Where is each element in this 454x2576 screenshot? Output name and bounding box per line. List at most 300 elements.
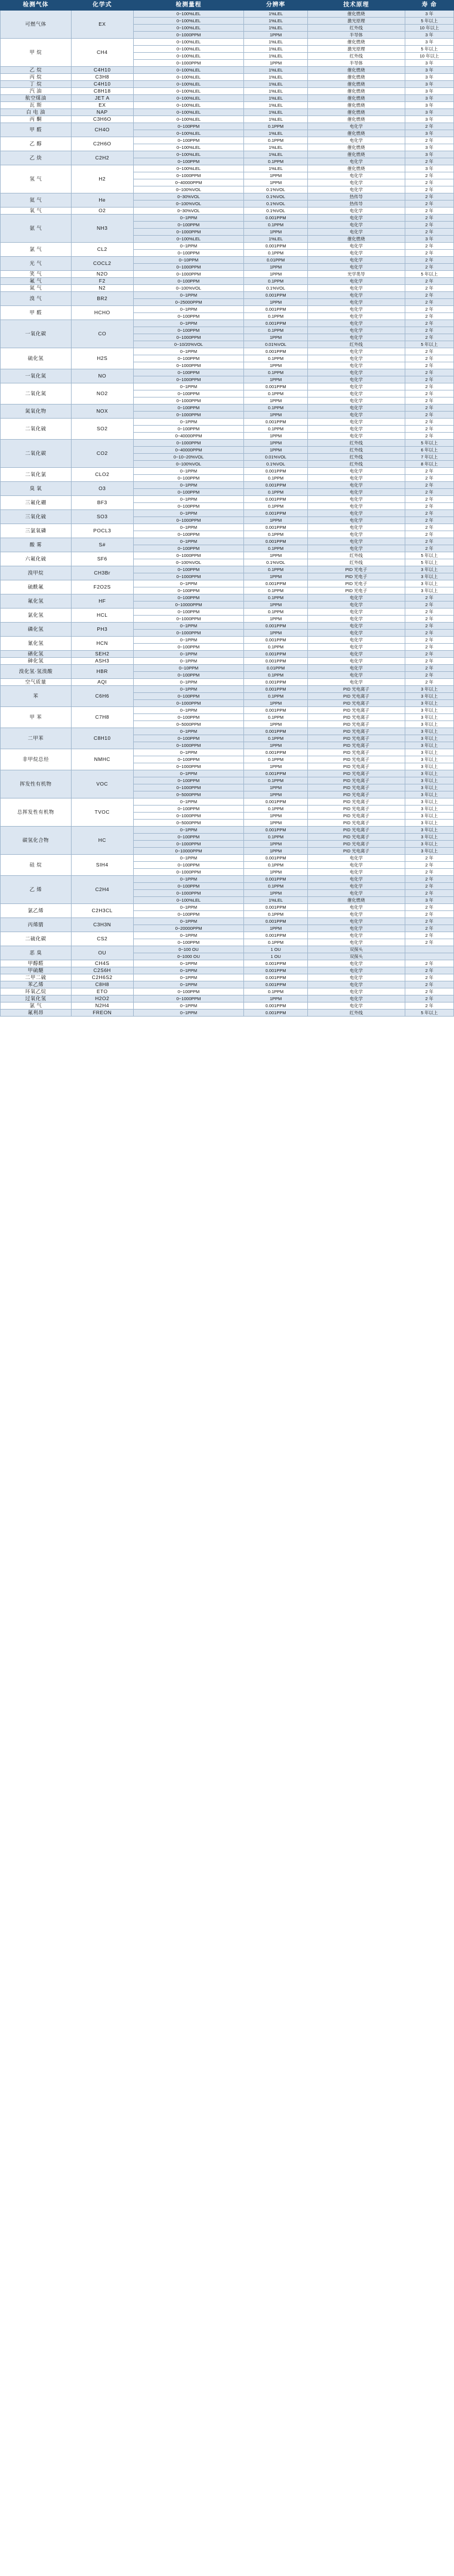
cell-resolution: 1PPM: [244, 742, 307, 749]
table-row: [1, 109, 454, 116]
cell-resolution: 1PPM: [244, 813, 307, 820]
cell-life: 2 年: [405, 397, 453, 405]
cell-resolution: 1PPM: [244, 412, 307, 419]
table-row: [1, 67, 454, 74]
cell-life: 3 年以上: [405, 714, 453, 721]
cell-formula: ETO: [71, 988, 133, 995]
cell-range: 0~1000PPM: [133, 630, 244, 637]
cell-technology: 电化学: [307, 433, 405, 440]
cell-range: 0~100%LEL: [133, 116, 244, 123]
table-row: [1, 271, 454, 278]
cell-resolution: 1%LEL: [244, 74, 307, 81]
cell-range: 0~100%VOL: [133, 285, 244, 292]
cell-range: 0~100PPM: [133, 644, 244, 651]
cell-life: 3 年以上: [405, 798, 453, 806]
cell-range: 0~1000PPM: [133, 397, 244, 405]
cell-life: 3 年: [405, 60, 453, 67]
table-row: [1, 348, 454, 355]
cell-formula: SF6: [71, 552, 133, 566]
cell-gas-name: 氟利昂: [1, 1010, 72, 1017]
cell-life: 2 年: [405, 503, 453, 510]
table-row: [1, 988, 454, 995]
cell-life: 2 年: [405, 383, 453, 390]
cell-resolution: 0.01PPM: [244, 665, 307, 672]
cell-range: 0~100%LEL: [133, 130, 244, 137]
cell-gas-name: 氯 气: [1, 1002, 72, 1010]
cell-technology: 双探头: [307, 953, 405, 960]
cell-technology: PID 光电离子: [307, 686, 405, 693]
cell-range: 0~1PPM: [133, 496, 244, 503]
table-row: [1, 960, 454, 967]
cell-range: 0~1000PPM: [133, 700, 244, 707]
cell-life: 2 年: [405, 172, 453, 179]
cell-formula: CH3Br: [71, 566, 133, 580]
cell-life: 2 年: [405, 862, 453, 869]
cell-range: 0~40000PPM: [133, 447, 244, 454]
cell-technology: 电化学: [307, 489, 405, 496]
cell-gas-name: 二氧化硫: [1, 419, 72, 440]
cell-life: 2 年: [405, 538, 453, 545]
cell-formula: VOC: [71, 770, 133, 798]
cell-resolution: 0.001PPM: [244, 623, 307, 630]
cell-technology: 电化学: [307, 383, 405, 390]
cell-resolution: 1%LEL: [244, 102, 307, 109]
cell-technology: 电化学: [307, 405, 405, 412]
cell-resolution: 1 OU: [244, 953, 307, 960]
table-row: [1, 208, 454, 215]
cell-resolution: 1PPM: [244, 784, 307, 791]
cell-gas-name: 氧 气: [1, 208, 72, 215]
cell-technology: 电化学: [307, 609, 405, 616]
cell-technology: 电化学: [307, 679, 405, 686]
cell-life: 3 年以上: [405, 693, 453, 700]
cell-technology: 催化燃烧: [307, 151, 405, 158]
cell-formula: TVOC: [71, 798, 133, 827]
cell-life: 3 年以上: [405, 756, 453, 763]
cell-resolution: 0.1PPM: [244, 327, 307, 334]
cell-life: 3 年以上: [405, 777, 453, 784]
cell-resolution: 0.001PPM: [244, 918, 307, 925]
cell-range: 0~100PPM: [133, 545, 244, 552]
cell-range: 0~30%VOL: [133, 193, 244, 200]
cell-resolution: 1%LEL: [244, 130, 307, 137]
cell-life: 2 年: [405, 313, 453, 320]
cell-resolution: 1PPM: [244, 630, 307, 637]
cell-formula: C4H10: [71, 67, 133, 74]
cell-life: 3 年以上: [405, 728, 453, 735]
cell-resolution: 0.1PPM: [244, 475, 307, 482]
cell-resolution: 0.001PPM: [244, 974, 307, 981]
cell-range: 0~100%LEL: [133, 95, 244, 102]
cell-technology: 催化燃烧: [307, 109, 405, 116]
cell-gas-name: 氨 气: [1, 215, 72, 243]
cell-resolution: 0.001PPM: [244, 1002, 307, 1010]
cell-technology: PID 光电离子: [307, 770, 405, 777]
cell-technology: 电化学: [307, 988, 405, 995]
cell-range: 0~100%LEL: [133, 102, 244, 109]
cell-gas-name: 甲硫醚: [1, 967, 72, 974]
cell-resolution: 0.1PPM: [244, 988, 307, 995]
cell-range: 0~100%LEL: [133, 39, 244, 46]
cell-resolution: 0.1PPM: [244, 137, 307, 144]
cell-life: 3 年以上: [405, 749, 453, 756]
cell-life: 2 年: [405, 932, 453, 939]
cell-formula: CH4O: [71, 123, 133, 137]
cell-range: 0~100PPM: [133, 777, 244, 784]
cell-gas-name: 乙 醇: [1, 137, 72, 151]
cell-technology: PID 光电离子: [307, 827, 405, 834]
cell-resolution: 0.1%VOL: [244, 285, 307, 292]
cell-resolution: 0.1%VOL: [244, 208, 307, 215]
cell-life: 2 年: [405, 679, 453, 686]
table-row: [1, 257, 454, 264]
cell-formula: EX: [71, 11, 133, 39]
cell-life: 3 年以上: [405, 721, 453, 728]
cell-resolution: 0.01%VOL: [244, 454, 307, 461]
cell-life: 2 年: [405, 186, 453, 193]
cell-technology: 催化燃烧: [307, 11, 405, 18]
cell-range: 0~1000PPM: [133, 440, 244, 447]
table-row: [1, 1010, 454, 1017]
table-row: [1, 686, 454, 693]
cell-formula: C2H2: [71, 151, 133, 165]
cell-formula: F2: [71, 278, 133, 285]
cell-range: 0~1PPM: [133, 524, 244, 531]
cell-technology: 电化学: [307, 215, 405, 222]
cell-technology: 双探头: [307, 946, 405, 953]
cell-formula: SIH4: [71, 855, 133, 876]
cell-technology: 催化燃烧: [307, 88, 405, 95]
cell-gas-name: 光 气: [1, 257, 72, 271]
cell-life: 3 年以上: [405, 566, 453, 573]
cell-range: 0~100%LEL: [133, 67, 244, 74]
cell-resolution: 1%LEL: [244, 88, 307, 95]
cell-resolution: 0.1PPM: [244, 911, 307, 918]
cell-technology: 红外线: [307, 552, 405, 559]
cell-resolution: 0.001PPM: [244, 306, 307, 313]
cell-life: 3 年: [405, 116, 453, 123]
cell-gas-name: 二氧化氯: [1, 468, 72, 482]
table-row: [1, 623, 454, 630]
cell-technology: 电化学: [307, 644, 405, 651]
cell-life: 2 年: [405, 925, 453, 932]
cell-life: 2 年: [405, 609, 453, 616]
cell-life: 3 年以上: [405, 770, 453, 777]
cell-life: 2 年: [405, 665, 453, 672]
cell-technology: PID 光电离子: [307, 742, 405, 749]
cell-technology: 电化学: [307, 250, 405, 257]
cell-resolution: 0.1PPM: [244, 503, 307, 510]
cell-gas-name: 氮 气: [1, 285, 72, 292]
cell-range: 0~1000PPM: [133, 813, 244, 820]
cell-resolution: 0.1PPM: [244, 566, 307, 573]
cell-technology: 电化学: [307, 862, 405, 869]
cell-technology: 电化学: [307, 299, 405, 306]
cell-formula: SO2: [71, 419, 133, 440]
cell-life: 3 年以上: [405, 806, 453, 813]
cell-life: 5 年以上: [405, 559, 453, 566]
cell-formula: C2H6O: [71, 137, 133, 151]
cell-range: 0~1PPM: [133, 749, 244, 756]
cell-technology: 电化学: [307, 348, 405, 355]
cell-life: 2 年: [405, 257, 453, 264]
cell-resolution: 1%LEL: [244, 25, 307, 32]
cell-range: 0~1PPM: [133, 419, 244, 426]
cell-technology: PID 光电离子: [307, 791, 405, 798]
cell-resolution: 0.1PPM: [244, 587, 307, 594]
cell-technology: PID 光电离子: [307, 693, 405, 700]
cell-formula: CL2: [71, 243, 133, 257]
cell-gas-name: 丙 烷: [1, 74, 72, 81]
cell-gas-name: 瓦 斯: [1, 102, 72, 109]
cell-formula: FREON: [71, 1010, 133, 1017]
cell-formula: H2S: [71, 348, 133, 369]
cell-gas-name: 甲 醛: [1, 123, 72, 137]
cell-range: 0~1PPM: [133, 932, 244, 939]
table-row: [1, 278, 454, 285]
cell-gas-name: 臭 氧: [1, 482, 72, 496]
cell-life: 3 年以上: [405, 813, 453, 820]
cell-life: 3 年: [405, 88, 453, 95]
table-header-row: [1, 1, 454, 11]
cell-technology: 电化学: [307, 320, 405, 327]
cell-life: [405, 953, 453, 960]
table-row: [1, 11, 454, 18]
cell-range: 0~100PPM: [133, 355, 244, 362]
cell-gas-name: 乙 烷: [1, 67, 72, 74]
cell-resolution: 0.001PPM: [244, 637, 307, 644]
cell-life: 2 年: [405, 517, 453, 524]
cell-gas-name: 二甲苯: [1, 728, 72, 749]
cell-life: 3 年: [405, 67, 453, 74]
table-row: [1, 165, 454, 172]
cell-range: 0~100PPM: [133, 390, 244, 397]
cell-technology: 催化燃烧: [307, 39, 405, 46]
cell-resolution: 1PPM: [244, 440, 307, 447]
cell-range: 0~1PPM: [133, 637, 244, 644]
table-row: [1, 524, 454, 531]
cell-life: 2 年: [405, 981, 453, 988]
cell-range: 0~1000 OU: [133, 953, 244, 960]
cell-gas-name: 过氧化氢: [1, 995, 72, 1002]
cell-technology: 电化学: [307, 243, 405, 250]
cell-formula: COCL2: [71, 257, 133, 271]
cell-life: 2 年: [405, 475, 453, 482]
table-row: [1, 102, 454, 109]
cell-resolution: 1PPM: [244, 32, 307, 39]
cell-life: 6 年以上: [405, 447, 453, 454]
cell-formula: NO: [71, 369, 133, 383]
cell-technology: 红外线: [307, 1010, 405, 1017]
cell-gas-name: 恶 臭: [1, 946, 72, 960]
cell-technology: 催化燃烧: [307, 81, 405, 88]
cell-gas-name: 硫酰氟: [1, 580, 72, 594]
cell-range: 0~100PPM: [133, 158, 244, 165]
table-row: [1, 496, 454, 503]
cell-resolution: 0.001PPM: [244, 482, 307, 489]
cell-range: 0~30%VOL: [133, 208, 244, 215]
cell-range: 0~100PPM: [133, 883, 244, 890]
cell-resolution: 0.1PPM: [244, 390, 307, 397]
cell-technology: 电化学: [307, 390, 405, 397]
cell-gas-name: 环氧乙烷: [1, 988, 72, 995]
cell-formula: NO2: [71, 383, 133, 405]
cell-resolution: 1%LEL: [244, 897, 307, 904]
cell-resolution: 1PPM: [244, 179, 307, 186]
cell-life: 2 年: [405, 531, 453, 538]
cell-technology: 电化学: [307, 510, 405, 517]
cell-life: 7 年以上: [405, 454, 453, 461]
cell-technology: 电化学: [307, 925, 405, 932]
cell-technology: 电化学: [307, 327, 405, 334]
cell-life: 3 年: [405, 81, 453, 88]
cell-range: 0~100%LEL: [133, 18, 244, 25]
cell-technology: 红外线: [307, 53, 405, 60]
cell-technology: 电化学: [307, 876, 405, 883]
cell-resolution: 1PPM: [244, 229, 307, 236]
cell-resolution: 0.1PPM: [244, 693, 307, 700]
table-row: [1, 193, 454, 200]
cell-resolution: 1PPM: [244, 763, 307, 770]
cell-technology: 电化学: [307, 397, 405, 405]
cell-resolution: 0.001PPM: [244, 679, 307, 686]
cell-range: 0~100PPM: [133, 988, 244, 995]
cell-life: 3 年以上: [405, 827, 453, 834]
cell-resolution: 0.1PPM: [244, 369, 307, 376]
table-row: [1, 637, 454, 644]
cell-gas-name: 甲 苯: [1, 707, 72, 728]
table-row: [1, 369, 454, 376]
cell-range: 0~20000PPM: [133, 925, 244, 932]
cell-range: 0~1PPM: [133, 623, 244, 630]
cell-life: 3 年: [405, 32, 453, 39]
cell-life: 2 年: [405, 376, 453, 383]
cell-resolution: 0.1PPM: [244, 939, 307, 946]
cell-resolution: 0.001PPM: [244, 215, 307, 222]
cell-formula: POCL3: [71, 524, 133, 538]
cell-gas-name: 可燃气体: [1, 11, 72, 39]
cell-range: 0~1000PPM: [133, 172, 244, 179]
cell-formula: He: [71, 193, 133, 208]
cell-technology: 电化学: [307, 229, 405, 236]
cell-technology: PID 光电离子: [307, 721, 405, 728]
cell-formula: C3H3N: [71, 918, 133, 932]
cell-range: 0~1PPM: [133, 798, 244, 806]
cell-life: 2 年: [405, 594, 453, 601]
cell-resolution: 0.1PPM: [244, 531, 307, 538]
cell-range: 0~1000PPM: [133, 890, 244, 897]
cell-technology: PID 光电离子: [307, 777, 405, 784]
table-row: [1, 306, 454, 313]
cell-technology: 电化学: [307, 208, 405, 215]
cell-resolution: 0.001PPM: [244, 510, 307, 517]
cell-formula: C8H8: [71, 981, 133, 988]
cell-formula: N2O: [71, 271, 133, 278]
cell-gas-name: 总挥发性有机物: [1, 798, 72, 827]
cell-resolution: 0.1PPM: [244, 355, 307, 362]
cell-gas-name: 氮氧化物: [1, 405, 72, 419]
cell-resolution: 0.1%VOL: [244, 559, 307, 566]
table-row: [1, 974, 454, 981]
cell-resolution: 1%LEL: [244, 236, 307, 243]
cell-formula: CS2: [71, 932, 133, 946]
cell-technology: PID 光电离子: [307, 813, 405, 820]
cell-formula: H2O2: [71, 995, 133, 1002]
cell-resolution: 0.1PPM: [244, 426, 307, 433]
cell-resolution: 0.001PPM: [244, 827, 307, 834]
cell-technology: 催化燃烧: [307, 102, 405, 109]
cell-formula: F2O2S: [71, 580, 133, 594]
cell-life: 2 年: [405, 193, 453, 200]
cell-technology: 催化燃烧: [307, 130, 405, 137]
cell-resolution: 0.1%VOL: [244, 193, 307, 200]
cell-technology: 半导体: [307, 32, 405, 39]
cell-life: 2 年: [405, 229, 453, 236]
cell-resolution: 1PPM: [244, 517, 307, 524]
cell-range: 0~1000PPM: [133, 60, 244, 67]
table-row: [1, 1002, 454, 1010]
cell-range: 0~1PPM: [133, 967, 244, 974]
cell-range: 0~100PPM: [133, 834, 244, 841]
cell-technology: 电化学: [307, 158, 405, 165]
cell-technology: 电化学: [307, 918, 405, 925]
cell-range: 0~1PPM: [133, 658, 244, 665]
cell-resolution: 1PPM: [244, 848, 307, 855]
cell-technology: 电化学: [307, 939, 405, 946]
table-row: [1, 405, 454, 412]
header-resolution: 分辨率: [244, 1, 307, 11]
cell-life: 2 年: [405, 637, 453, 644]
cell-life: 2 年: [405, 334, 453, 341]
cell-technology: 电化学: [307, 974, 405, 981]
cell-life: 2 年: [405, 292, 453, 299]
cell-resolution: 0.1PPM: [244, 735, 307, 742]
cell-life: [405, 946, 453, 953]
cell-formula: EX: [71, 102, 133, 109]
cell-technology: 电化学: [307, 412, 405, 419]
table-row: [1, 39, 454, 46]
cell-resolution: 0.001PPM: [244, 728, 307, 735]
cell-range: 0~1000PPM: [133, 32, 244, 39]
cell-technology: 激光原理: [307, 46, 405, 53]
cell-technology: 激光原理: [307, 18, 405, 25]
cell-life: 3 年以上: [405, 686, 453, 693]
cell-resolution: 1PPM: [244, 447, 307, 454]
cell-gas-name: 挥发性有机物: [1, 770, 72, 798]
cell-life: 2 年: [405, 215, 453, 222]
cell-range: 0~1PPM: [133, 855, 244, 862]
cell-technology: PID 光电离子: [307, 834, 405, 841]
cell-resolution: 0.01%VOL: [244, 341, 307, 348]
cell-life: 2 年: [405, 658, 453, 665]
cell-resolution: 0.001PPM: [244, 580, 307, 587]
table-row: [1, 383, 454, 390]
cell-range: 0~100PPM: [133, 250, 244, 257]
cell-technology: 电化学: [307, 285, 405, 292]
cell-resolution: 1PPM: [244, 890, 307, 897]
cell-formula: C2S6H: [71, 967, 133, 974]
cell-range: 0~10000PPM: [133, 601, 244, 609]
table-body: [1, 11, 454, 1017]
cell-formula: BR2: [71, 292, 133, 306]
cell-range: 0~1000PPM: [133, 376, 244, 383]
cell-technology: PID 光电离子: [307, 784, 405, 791]
cell-technology: 电化学: [307, 904, 405, 911]
table-row: [1, 855, 454, 862]
cell-life: 3 年: [405, 151, 453, 158]
cell-life: 2 年: [405, 355, 453, 362]
cell-formula: CO2: [71, 440, 133, 468]
